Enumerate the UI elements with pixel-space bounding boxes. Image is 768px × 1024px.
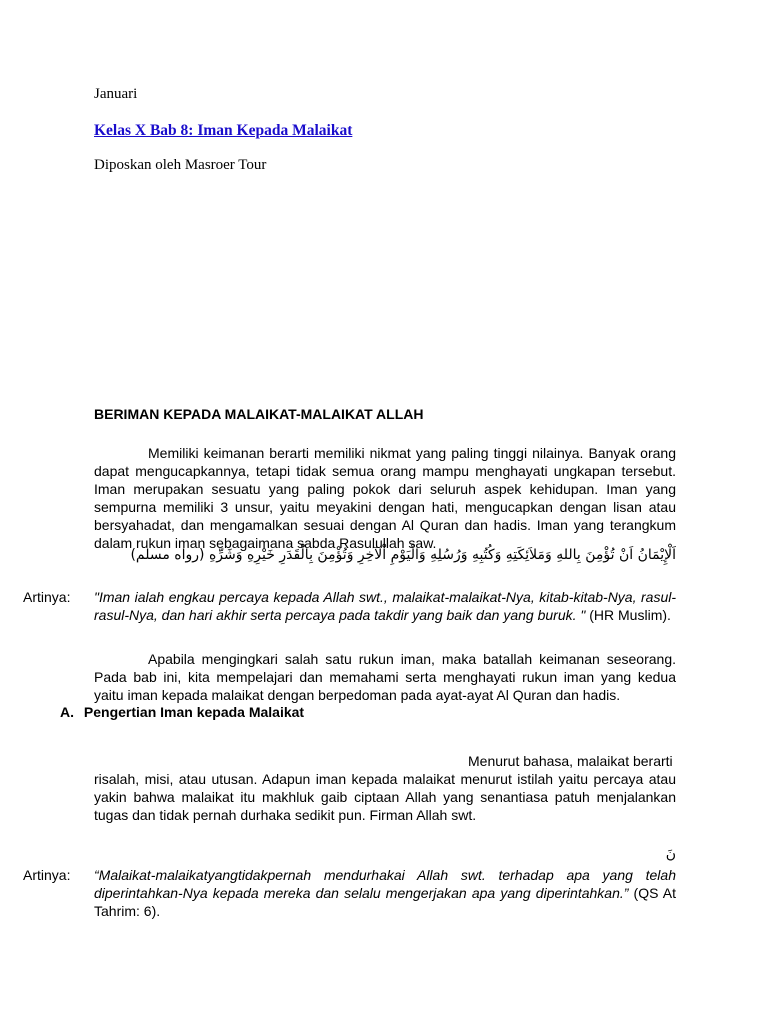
definition-paragraph: risalah, misi, atau utusan. Adapun iman kepada malaikat menurut istilah yaitu percaya atau yakin bahwa malaikat itu makhluk gaib ciptaan Allah yang senantiasa patuh menjalankan tugas dan tidak pernah durhaka sedikit pun. Firman Allah swt. (94, 771, 676, 823)
quran-translation-quote: “Malaikat-malaikatyangtidakpernah mendurhakai Allah swt. terhadap apa yang telah diperintahkan-Nya kepada mereka dan selalu mengerjakan apa yang diperintahkan.” (94, 867, 676, 901)
subsection-title: Pengertian Iman kepada Malaikat (83, 704, 305, 720)
translation-label-2: Artinya: (23, 867, 71, 883)
date-label: Januari (94, 86, 138, 102)
subsection-heading (60, 703, 304, 721)
hadith-arabic-text: اَلْإِيْمَانُ اَنْ تُؤْمِنَ بِاللهِ وَمَلاَئِكَتِهِ وَكُتُبِهِ وَرُسُلِهِ وَالْيَوْمِ اْلآخِرِ وَتُؤْمِنَ بِالْقَدَرِ خَيْرِهِ وَشَرِّهِ (رواه مسلم) (130, 547, 676, 563)
quran-arabic-fragment: نَ (665, 846, 676, 862)
subsection-marker: A. (60, 704, 74, 720)
hadith-source: (HR Muslim). (585, 607, 671, 623)
translation-label: Artinya: (23, 589, 71, 605)
post-title-link[interactable]: Kelas X Bab 8: Iman Kepada Malaikat (94, 122, 353, 139)
quran-source: (QS At Tahrim: 6). (94, 885, 676, 919)
section-heading: BERIMAN KEPADA MALAIKAT-MALAIKAT ALLAH (94, 406, 424, 422)
hadith-translation-quote: "Iman ialah engkau percaya kepada Allah swt., malaikat-malaikat-Nya, kitab-kitab-Nya, rasul-rasul-Nya, dan hari akhir serta percaya pada takdir yang baik dan yang buruk. " (94, 589, 676, 623)
rukun-iman-paragraph: Apabila mengingkari salah satu rukun iman, maka batallah keimanan seseorang. Pada bab ini, kita mempelajari dan memahami serta menghayati rukun iman yang kedua yaitu iman kepada malaikat dengan berpedoman pada ayat-ayat Al Quran dan hadis. (94, 651, 676, 703)
hadith-translation (94, 588, 676, 624)
intro-paragraph: Memiliki keimanan berarti memiliki nikmat yang paling tinggi nilainya. Banyak orang dapat mengucapkannya, tetapi tidak semua orang mampu menghayati ungkapan tersebut. Iman merupakan sesuatu yang paling pokok dari seluruh aspek kehidupan. Iman yang sempurna memiliki 3 unsur, yaitu meyakini dengan hati, mengucapkan dengan lisan atau bersyahadat, dan mengamalkan sesuai dengan Al Quran dan hadis. Iman yang terangkum dalam rukun iman sebagaimana sabda Rasulullah saw. (94, 445, 676, 551)
post-byline: Diposkan oleh Masroer Tour (94, 157, 267, 173)
quran-translation (94, 866, 676, 920)
definition-lead: Menurut bahasa, malaikat berarti (468, 753, 673, 769)
